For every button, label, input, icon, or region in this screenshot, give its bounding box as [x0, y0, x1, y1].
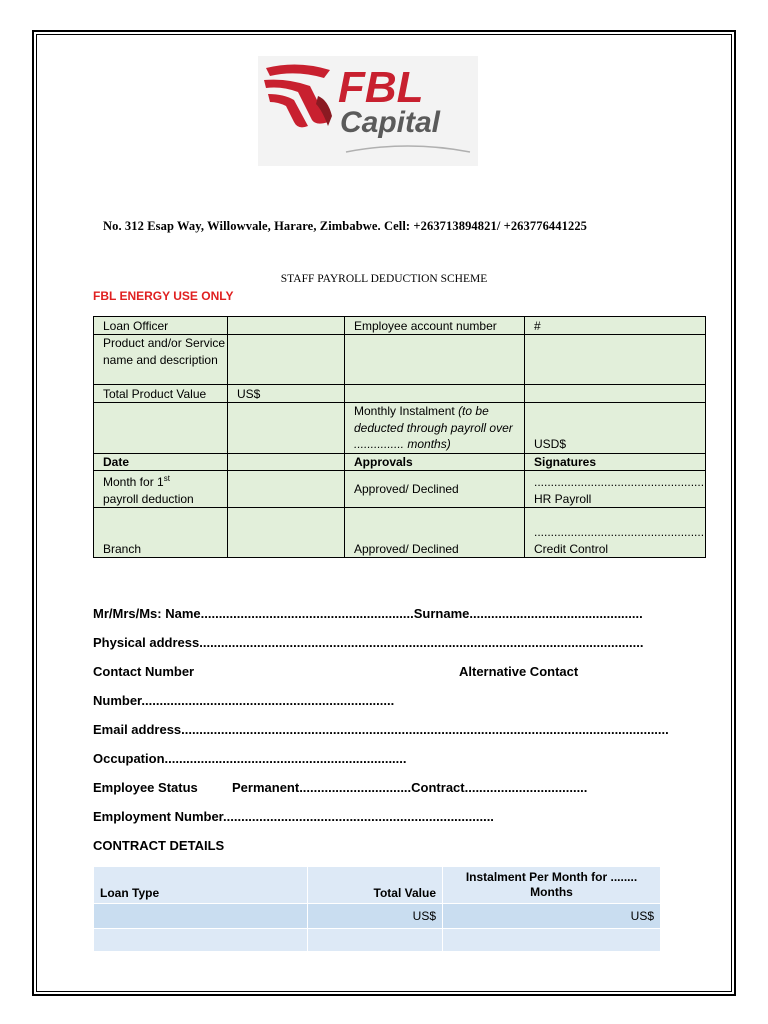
first-deduction-label: Month for 1st payroll deduction: [94, 471, 228, 508]
employment-number-field[interactable]: Employment Number...........................................................................: [93, 809, 494, 824]
total-value-blank-1: [345, 385, 525, 403]
hr-signature[interactable]: ................................................... HR Payroll: [525, 471, 706, 508]
contact-number-label: Contact Number: [93, 664, 195, 679]
date-header: Date: [94, 453, 228, 471]
hr-approval[interactable]: Approved/ Declined: [345, 471, 525, 508]
loan-details-table: [93, 316, 706, 558]
branch-field[interactable]: [228, 508, 345, 558]
use-only-label: FBL ENERGY USE ONLY: [93, 289, 234, 303]
total-value-field[interactable]: US$: [228, 385, 345, 403]
branch-label: Branch: [94, 508, 228, 558]
instalment-header: Instalment Per Month for ........ Months: [443, 867, 661, 904]
monthly-instalment-field[interactable]: USD$: [525, 403, 706, 454]
total-value-label: Total Product Value: [94, 385, 228, 403]
emp-account-field[interactable]: #: [525, 317, 706, 335]
contract-details-table: [93, 866, 661, 952]
monthly-instalment-label: Monthly Instalment (to be deducted through payroll over ............... months): [345, 403, 525, 454]
loan-officer-field[interactable]: [228, 317, 345, 335]
approvals-header: Approvals: [345, 453, 525, 471]
credit-approval[interactable]: Approved/ Declined: [345, 508, 525, 558]
logo-swoosh-icon: [258, 56, 478, 166]
contract-details-heading: CONTRACT DETAILS: [93, 838, 225, 853]
company-address: No. 312 Esap Way, Willowvale, Harare, Zimbabwe. Cell: +263713894821/ +263776441225: [103, 219, 588, 233]
document-title: STAFF PAYROLL DEDUCTION SCHEME: [280, 273, 488, 285]
credit-signature[interactable]: ................................................... Credit Control: [525, 508, 706, 558]
total-value-header: Total Value: [308, 867, 443, 904]
product-field-1[interactable]: [228, 335, 345, 385]
loan-type-header: Loan Type: [94, 867, 308, 904]
product-field-2[interactable]: [345, 335, 525, 385]
total-value-cell-2[interactable]: [308, 929, 443, 952]
product-field-3[interactable]: [525, 335, 706, 385]
alt-contact-label: Alternative Contact: [459, 664, 579, 679]
occupation-field[interactable]: Occupation...................................................................: [93, 751, 407, 766]
signatures-header: Signatures: [525, 453, 706, 471]
total-value-blank-2: [525, 385, 706, 403]
svg-text:FBL: FBL: [338, 63, 424, 112]
total-value-cell[interactable]: US$: [308, 904, 443, 929]
svg-text:Capital: Capital: [340, 106, 441, 139]
emp-account-label: Employee account number: [345, 317, 525, 335]
employment-type-field[interactable]: Permanent...............................Contract..................................: [232, 780, 588, 795]
physical-address-field[interactable]: Physical address...........................................................................................................................: [93, 635, 644, 650]
first-deduction-field[interactable]: [228, 471, 345, 508]
instalment-cell-2[interactable]: [443, 929, 661, 952]
instalment-blank-2: [228, 403, 345, 454]
loan-officer-label: Loan Officer: [94, 317, 228, 335]
name-field[interactable]: Mr/Mrs/Ms: Name...........................................................Surname................................................: [93, 606, 643, 621]
loan-type-cell[interactable]: [94, 904, 308, 929]
instalment-blank-1: [94, 403, 228, 454]
fbl-capital-logo: [258, 56, 478, 166]
loan-type-cell-2[interactable]: [94, 929, 308, 952]
date-header-blank: [228, 453, 345, 471]
email-field[interactable]: Email address.......................................................................................................................................: [93, 722, 669, 737]
instalment-cell[interactable]: US$: [443, 904, 661, 929]
product-label: Product and/or Service name and description: [94, 335, 228, 385]
employee-status-label: Employee Status: [93, 780, 198, 795]
number-field[interactable]: Number......................................................................: [93, 693, 395, 708]
